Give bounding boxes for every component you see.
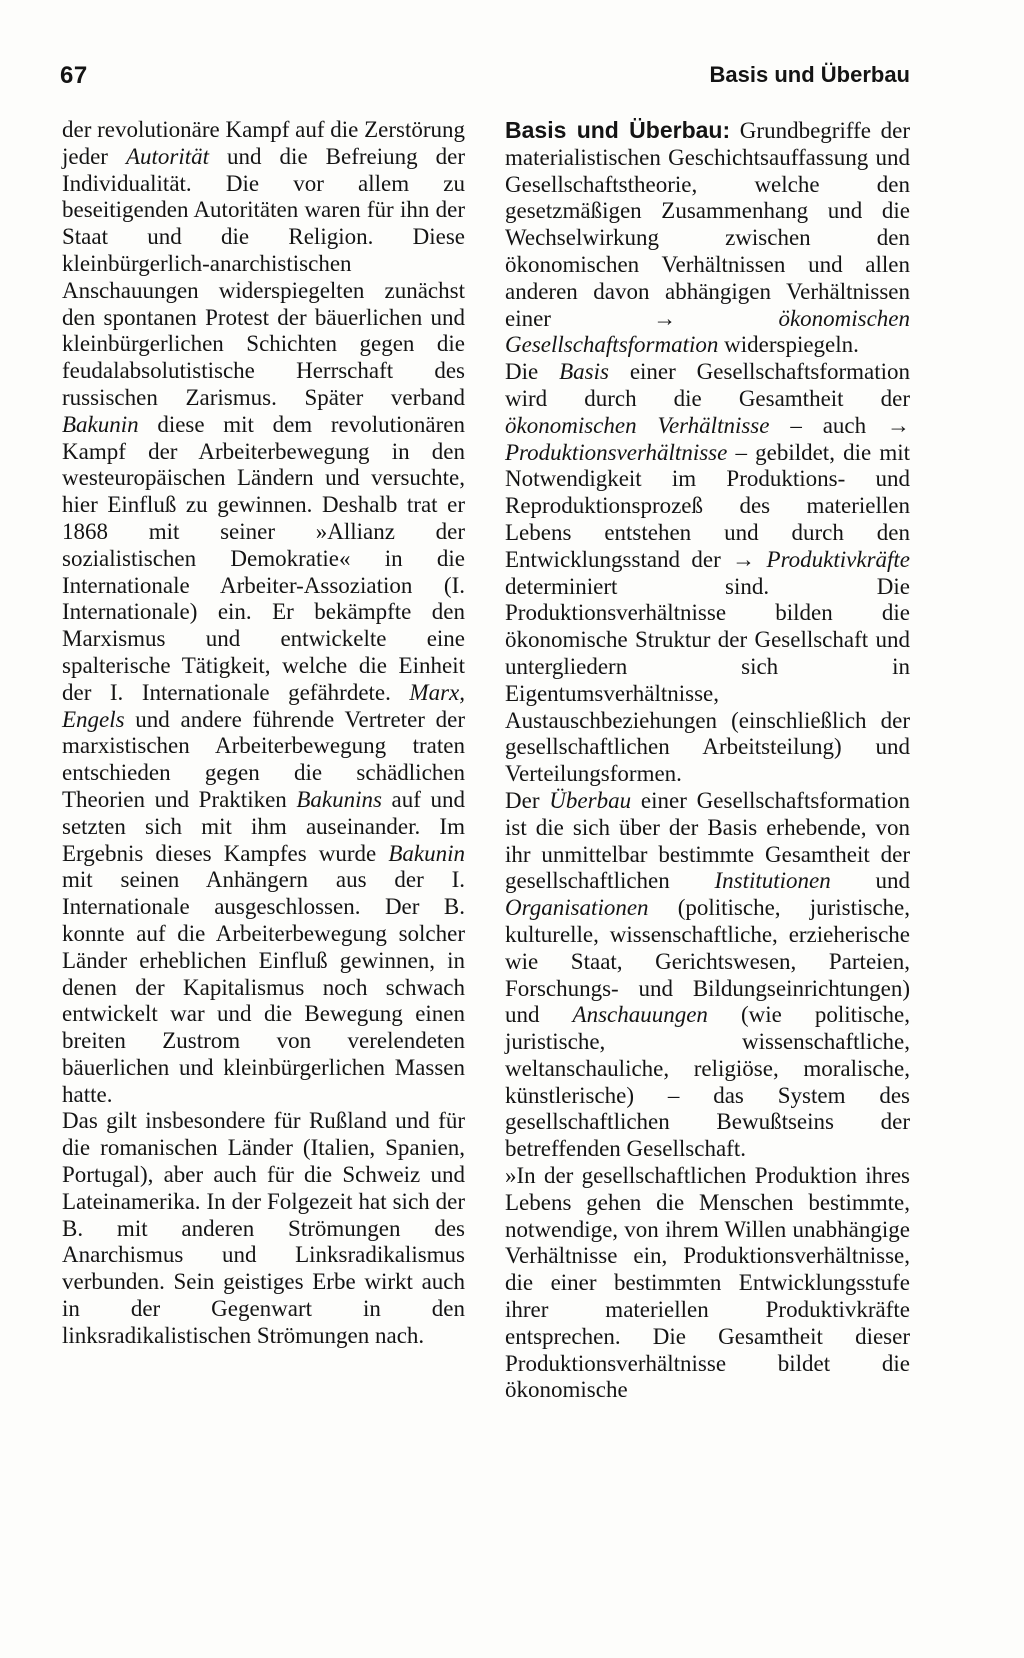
right-column <box>505 117 910 1404</box>
italic-term: ökonomischen Gesellschaftsformation <box>505 305 911 358</box>
cross-reference-arrow-icon: → <box>732 546 756 572</box>
italic-term: Autorität <box>125 143 210 169</box>
italic-term: Bakunin <box>388 840 465 866</box>
right-paragraph-3 <box>505 788 910 1163</box>
text-run: Die <box>505 359 560 385</box>
text-run: (politische, juristische, kulturelle, wissenschaftliche, erzieherische wie Staat, Gerichtswesen, Parteien, Forschungs- und Bildungseinrichtungen) und <box>505 895 910 1028</box>
italic-term: Bakunin <box>62 411 139 437</box>
text-run: der revolutionäre Kampf auf die Zerstörung jeder <box>62 117 465 169</box>
running-title: Basis und Überbau <box>709 62 910 87</box>
cross-reference-arrow-icon: → <box>653 305 677 331</box>
cross-reference-arrow-icon: → <box>887 412 910 438</box>
italic-term: Organisationen <box>505 895 649 921</box>
text-run: und die Befreiung der Individualität. Die vor allem zu beseitigenden Autoritäten waren für ihn der Staat und die Religion. Diese kleinbürgerlich-anarchistischen Anschauungen widerspiegelten zunächst den spontanen Protest der bäuerlichen und kleinbürgerlichen Schichten gegen die feudalabsolutistische Herrschaft des russischen Zarismus. Später verband <box>62 143 466 410</box>
italic-term: Basis <box>559 359 609 385</box>
text-run: auf und setzten sich mit ihm auseinander. Im Ergebnis dieses Kampfes wurde <box>62 786 465 866</box>
entry-lemma: Basis und Überbau: <box>505 117 731 143</box>
italic-term: Produktionsverhältnisse <box>505 439 728 465</box>
page-number: 67 <box>60 62 88 89</box>
italic-term: Anschauungen <box>572 1002 708 1028</box>
italic-term: Produktivkräfte <box>766 546 911 572</box>
text-run: (wie politische, juristische, wissenschaftliche, weltanschauliche, religiöse, moralische, künstlerische) – das System des gesellschaftlichen Bewußtseins der betreffenden Gesellschaft. <box>505 1002 911 1162</box>
italic-term: Überbau <box>549 787 632 813</box>
left-column <box>62 117 465 1350</box>
text-run: Der <box>505 787 550 813</box>
text-run: widerspiegeln. <box>718 332 859 358</box>
right-paragraph-2 <box>505 359 910 788</box>
text-run: diese mit dem revolutionären Kampf der Arbeiterbewegung in den westeuropäischen Ländern und versuchte, hier Einfluß zu gewinnen. Deshalb trat er 1868 mit seiner »Allianz der sozialistischen Demokratie« in die Internationale Arbeiter-Assoziation (I. Internationale) ein. Er bekämpfte den Marxismus und entwickelte eine spalterische Tätigkeit, welche die Einheit der I. Internationale gefährdete. <box>62 411 465 705</box>
text-run: determiniert sind. Die Produktionsverhältnisse bilden die ökonomische Struktur der Gesellschaft und untergliedern sich in Eigentumsverhältnisse, Austauschbeziehungen (einschließlich der gesellschaftlichen Arbeitsteilung) und Verteilungsformen. <box>505 573 910 787</box>
left-paragraph-1 <box>62 117 465 1108</box>
left-paragraph-2: Das gilt insbesondere für Rußland und für die romanischen Länder (Italien, Spanien, Portugal), aber auch für die Schweiz und Lateinamerika. In der Folgezeit hat sich der B. mit anderen Strömungen des Anarchismus und Linksradikalismus verbunden. Sein geistiges Erbe wirkt auch in der Gegenwart in den linksradikalistischen Strömungen nach. <box>62 1108 465 1348</box>
text-run: – auch <box>769 412 887 438</box>
text-run: – gebildet, die mit Notwendigkeit im Produktions- und Reproduktionsprozeß des materiellen Lebens entstehen und durch den Entwicklungsstand der <box>505 439 910 572</box>
text-run: einer Gesellschaftsformation wird durch die Gesamtheit der <box>505 359 910 411</box>
right-paragraph-4: »In der gesellschaftlichen Produktion ihres Lebens gehen die Menschen bestimmte, notwendige, von ihrem Willen unabhängige Verhältnisse ein, Produktionsverhältnisse, die einer bestimmten Entwicklungsstufe ihrer materiellen Produktivkräfte entsprechen. Die Gesamtheit dieser Produktionsverhältnisse bildet die ökonomische <box>505 1163 910 1403</box>
italic-term: ökonomischen Verhältnisse <box>505 412 770 438</box>
text-run: und <box>830 868 911 894</box>
italic-term: Marx, Engels <box>62 679 465 732</box>
text-run: und andere führende Vertreter der marxistischen Arbeiterbewegung traten entschieden gegen die schädlichen Theorien und Praktiken <box>62 706 465 812</box>
italic-term: Bakunins <box>296 786 382 812</box>
italic-term: Institutionen <box>714 868 831 894</box>
right-paragraph-1 <box>505 117 910 359</box>
text-run: einer Gesellschaftsformation ist die sich über der Basis erhebende, von ihr unmittelbar bestimmte Gesamtheit der gesellschaftlichen <box>505 787 910 894</box>
text-run: mit seinen Anhängern aus der I. Internationale ausgeschlossen. Der B. konnte auf die Arbeiterbewegung solcher Länder erheblichen Einfluß gewinnen, in denen der Kapitalismus noch schwach entwickelt war und die Bewegung einen breiten Zustrom von verelendeten bäuerlichen und kleinbürgerlichen Massen hatte. <box>62 867 465 1107</box>
text-run: Grundbegriffe der materialistischen Geschichtsauffassung und Gesellschaftstheorie, welche den gesetzmäßigen Zusammenhang und die Wechselwirkung zwischen den ökonomischen Verhältnissen und allen anderen davon abhängigen Verhältnissen einer <box>505 118 910 331</box>
